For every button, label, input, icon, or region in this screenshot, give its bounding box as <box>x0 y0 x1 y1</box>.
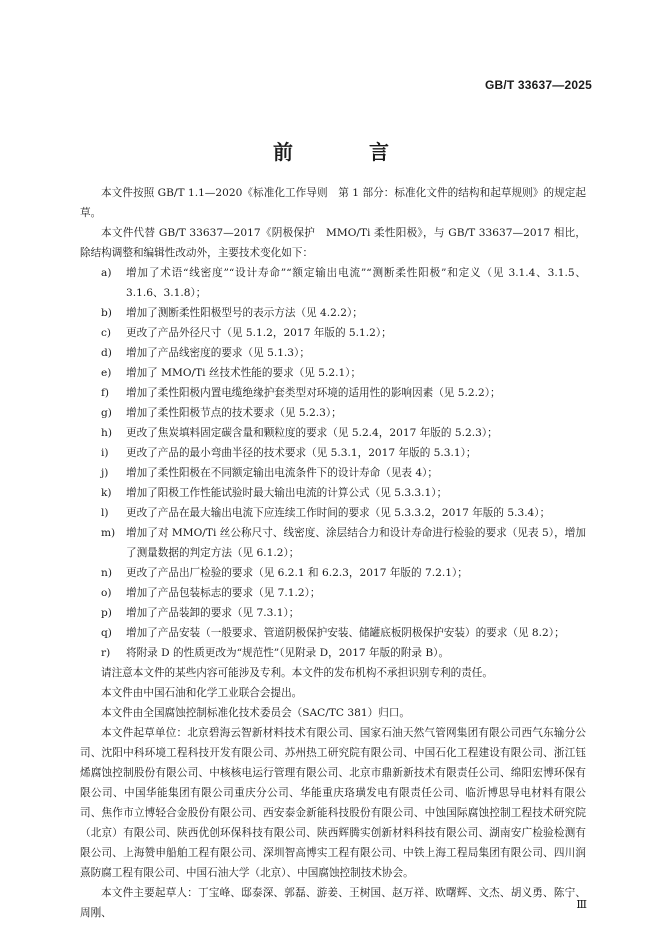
list-item <box>80 623 586 643</box>
list-item-text: 增加了产品安装（一般要求、管道阴极保护安装、储罐底板阴极保护安装）的要求（见 8.2）； <box>126 627 565 639</box>
foreword-body <box>80 183 586 923</box>
list-marker: a) <box>101 267 112 279</box>
list-item <box>80 603 586 623</box>
standard-code: GB/T 33637—2025 <box>484 78 592 92</box>
list-marker: k) <box>101 487 112 499</box>
list-item-text: 增加了柔性阳极内置电缆绝缘护套类型对环境的适用性的影响因素（见 5.2.2）； <box>126 387 501 399</box>
list-marker: m) <box>101 527 116 539</box>
list-marker: c) <box>101 327 112 339</box>
proposer-statement: 本文件由中国石油和化学工业联合会提出。 <box>101 687 303 699</box>
list-marker: h) <box>101 427 112 439</box>
list-item-text: 增加了对 MMO/Ti 丝公称尺寸、线密度、涂层结合力和设计寿命进行检验的要求（见表 5），增加了测量数据的判定方法（见 6.1.2）； <box>126 527 586 559</box>
committee-statement: 本文件由全国腐蚀控制标准化技术委员会（SAC/TC 381）归口。 <box>101 707 410 719</box>
list-marker: b) <box>101 307 112 319</box>
list-item-text: 更改了产品出厂检验的要求（见 6.2.1 和 6.2.3，2017 年版的 7.2.1）； <box>126 567 468 579</box>
list-marker: e) <box>101 367 112 379</box>
list-marker: i) <box>101 447 109 459</box>
technical-changes-list <box>80 263 586 663</box>
page-title: 前 言 <box>273 140 417 164</box>
list-item <box>80 403 586 423</box>
list-marker: r) <box>101 647 111 659</box>
list-item <box>80 323 586 343</box>
list-item <box>80 343 586 363</box>
list-item-text: 将附录 D 的性质更改为“规范性”（见附录 D，2017 年版的附录 B）。 <box>126 647 450 659</box>
list-item-text: 增加了产品线密度的要求（见 5.1.3）； <box>126 347 310 359</box>
list-item <box>80 503 586 523</box>
list-item-text: 增加了阳极工作性能试验时最大输出电流的计算公式（见 5.3.3.1）； <box>126 487 448 499</box>
drafters: 本文件主要起草人：丁宝峰、邸泰深、郭磊、游姜、王树国、赵万祥、欧曙辉、文杰、胡义勇、陈宁、周刚、 <box>80 887 586 919</box>
list-marker: q) <box>101 627 112 639</box>
list-item-text: 更改了焦炭填料固定碳含量和颗粒度的要求（见 5.2.4，2017 年版的 5.2.3）； <box>126 427 498 439</box>
list-item <box>80 483 586 503</box>
list-item-text: 更改了产品在最大输出电流下应连续工作时间的要求（见 5.3.3.2，2017 年版的 5.3.4）； <box>126 507 551 519</box>
list-item <box>80 443 586 463</box>
patent-notice: 请注意本文件的某些内容可能涉及专利。本文件的发布机构不承担识别专利的责任。 <box>101 667 493 679</box>
list-item <box>80 363 586 383</box>
list-marker: p) <box>101 607 112 619</box>
list-marker: g) <box>101 407 112 419</box>
list-item <box>80 463 586 483</box>
list-marker: n) <box>101 567 112 579</box>
list-marker: j) <box>101 467 109 479</box>
list-item <box>80 583 586 603</box>
list-item-text: 增加了术语“线密度”“设计寿命”“额定输出电流”“测断柔性阳极”和定义（见 3.1.4、3.1.5、3.1.6、3.1.8）； <box>126 267 586 299</box>
drafting-units: 本文件起草单位：北京碧海云智新材料技术有限公司、国家石油天然气管网集团有限公司西气东输分公司、沈阳中科环境工程科技开发有限公司、苏州热工研究院有限公司、中国石化工程建设有限公司、浙江钰烯腐蚀控制股份有限公司、中核核电运行管理有限公司、北京市鼎新新技术有限责任公司、绵阳宏博环保有限公司、中国华能集团有限公司重庆分公司、华能重庆珞璜发电有限责任公司、临沂博思导电材料有限公司、焦作市立博轻合金股份有限公司、西安泰金新能科技股份有限公司、中蚀国际腐蚀控制工程技术研究院（北京）有限公司、陕西优创环保科技有限公司、陕西辉腾实创新材料科技有限公司、湖南安广检验检测有限公司、上海赞申船舶工程有限公司、深圳智高博实工程有限公司、中铁上海工程局集团有限公司、四川润熹防腐工程有限公司、中国石油大学（北京）、中国腐蚀控制技术协会。 <box>80 727 586 879</box>
list-item-text: 增加了测断柔性阳极型号的表示方法（见 4.2.2）； <box>126 307 363 319</box>
list-item <box>80 303 586 323</box>
list-item-text: 增加了 MMO/Ti 丝技术性能的要求（见 5.2.1）； <box>126 367 362 379</box>
list-item-text: 更改了产品的最小弯曲半径的技术要求（见 5.3.1，2017 年版的 5.3.1）； <box>126 447 477 459</box>
list-item <box>80 563 586 583</box>
list-item-text: 增加了柔性阳极在不同额定输出电流条件下的设计寿命（见表 4）； <box>126 467 439 479</box>
list-marker: d) <box>101 347 112 359</box>
intro-paragraph-2: 本文件代替 GB/T 33637—2017《阴极保护 MMO/Ti 柔性阳极》，与 GB/T 33637—2017 相比，除结构调整和编辑性改动外，主要技术变化如下： <box>80 227 586 259</box>
page-number: Ⅲ <box>576 898 587 911</box>
intro-paragraph-1: 本文件按照 GB/T 1.1—2020《标准化工作导则 第 1 部分：标准化文件的结构和起草规则》的规定起草。 <box>80 187 586 219</box>
list-marker: f) <box>101 387 110 399</box>
list-item <box>80 643 586 663</box>
list-item <box>80 523 586 563</box>
list-item-text: 增加了产品装卸的要求（见 7.3.1）； <box>126 607 300 619</box>
list-item-text: 增加了产品包装标志的要求（见 7.1.2）； <box>126 587 321 599</box>
list-item <box>80 423 586 443</box>
list-item-text: 更改了产品外径尺寸（见 5.1.2，2017 年版的 5.1.2）； <box>126 327 392 339</box>
list-marker: o) <box>101 587 112 599</box>
list-item <box>80 263 586 303</box>
list-item <box>80 383 586 403</box>
list-marker: l) <box>101 507 109 519</box>
list-item-text: 增加了柔性阳极节点的技术要求（见 5.2.3）； <box>126 407 342 419</box>
